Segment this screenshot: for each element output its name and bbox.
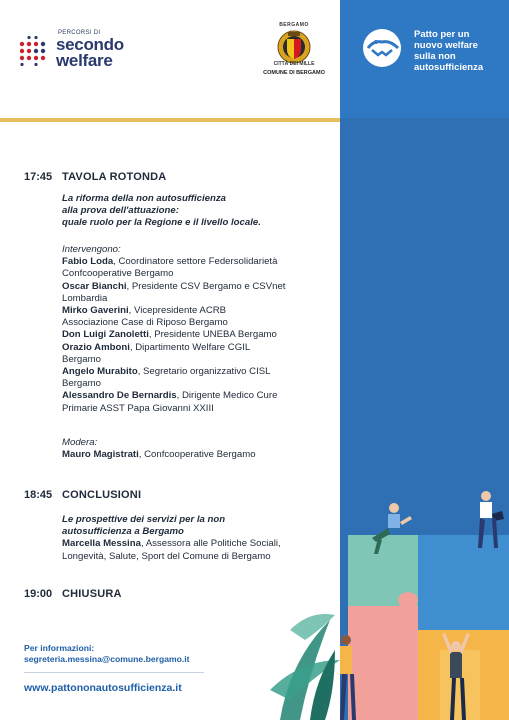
speaker-role-cont: Confcooperative Bergamo [62,268,174,280]
patto-line1: Patto per un [414,29,470,40]
speaker-item [62,281,332,293]
speaker-role: , Presidente UNEBA Bergamo [148,329,277,341]
speaker-role-cont: Bergamo [62,353,101,365]
comune-bergamo-logo [262,22,326,84]
patto-line2: nuovo welfare [414,40,478,51]
info-block [24,643,190,665]
speaker-item [62,256,332,268]
speaker-role-cont: Bergamo [62,378,101,390]
secondo-welfare-logo [18,30,138,74]
speaker-item [62,366,332,378]
footer-divider [24,672,204,673]
speaker-role-cont: Associazione Case di Riposo Bergamo [62,317,228,329]
leaves-decoration [270,614,340,720]
speakers-label: Intervengono: [62,244,121,255]
heading-tavola-rotonda: TAVOLA ROTONDA [62,171,167,183]
patto-title [414,29,483,73]
speaker-role: , Presidente CSV Bergamo e CSVnet [126,280,286,292]
speaker-name: Orazio Amboni [62,341,130,353]
speaker-role: , Dipartimento Welfare CGIL [129,341,251,353]
tavola-subtitle-line: quale ruolo per la Regione e il livello locale. [62,217,261,229]
heading-conclusioni: CONCLUSIONI [62,489,142,501]
conclusioni-speaker-role: , Assessora alle Politiche Sociali, [140,538,281,550]
speaker-item [62,329,332,341]
info-label: Per informazioni: [24,643,95,653]
patto-line4: autosufficienza [414,62,484,73]
moderator [62,437,332,461]
heading-chiusura: CHIUSURA [62,588,122,600]
comune-di-bergamo-text: COMUNE DI BERGAMO [263,70,325,76]
speaker-name: Mirko Gaverini [62,305,129,317]
speakers-list [62,244,332,415]
bergamo-ring-label: CITTÀ DEI MILLE [273,61,315,67]
bergamo-ring-text [273,56,315,68]
speaker-role: , Vicepresidente ACRB [128,305,227,317]
conclusioni-speaker-role-cont: Longevità, Salute, Sport del Comune di Bergamo [62,550,271,562]
website-link[interactable]: www.pattononautosufficienza.it [24,682,182,694]
puzzle-pieces [348,535,509,720]
header-divider [0,118,340,122]
tavola-subtitle-line: alla prova dell'attuazione: [62,205,179,217]
speaker-item [62,390,332,402]
speaker-role: , Dirigente Medico Cure [176,390,278,402]
puzzle-illustration [270,470,509,720]
speaker-name: Oscar Bianchi [62,280,127,292]
patto-logo [362,28,502,74]
speaker-name: Angelo Murabito [62,366,138,378]
conclusioni-subtitle-line: Le prospettive dei servizi per la non [62,514,226,525]
header-divider-right [340,118,509,122]
dots-icon [18,36,52,66]
secondo-welfare-small-text: PERCORSI DI [58,30,101,36]
tavola-subtitle [62,193,332,230]
speaker-name: Fabio Loda [62,256,114,268]
conclusioni-subtitle-line: autosufficienza a Bergamo [62,526,184,538]
speaker-item [62,342,332,354]
conclusioni-speaker-name: Marcella Messina [62,538,141,550]
handshake-icon [362,28,406,68]
speaker-name: Don Luigi Zanoletti [62,329,149,341]
time-conclusioni: 18:45 [24,489,53,501]
speaker-role: , Coordinatore settore Federsolidarietà [113,256,278,268]
moderator-label: Modera: [62,437,98,448]
email-link[interactable]: segreteria.messina@comune.bergamo.it [24,654,190,664]
speaker-item [62,305,332,317]
speaker-role-cont: Primarie ASST Papa Giovanni XXIII [62,402,214,414]
bergamo-top-text: BERGAMO [279,22,309,28]
time-tavola: 17:45 [24,171,53,183]
speaker-name: Alessandro De Bernardis [62,390,177,402]
moderator-role: , Confcooperative Bergamo [138,449,256,461]
secondo-welfare-line1: secondo [56,35,124,54]
speaker-role: , Segretario organizzativo CISL [137,366,271,378]
secondo-welfare-line2: welfare [56,51,113,70]
time-chiusura: 19:00 [24,588,53,600]
moderator-name: Mauro Magistrati [62,449,139,461]
patto-line3: sulla non [414,51,456,62]
tavola-subtitle-line: La riforma della non autosufficienza [62,193,227,204]
speaker-role-cont: Lombardia [62,292,108,304]
